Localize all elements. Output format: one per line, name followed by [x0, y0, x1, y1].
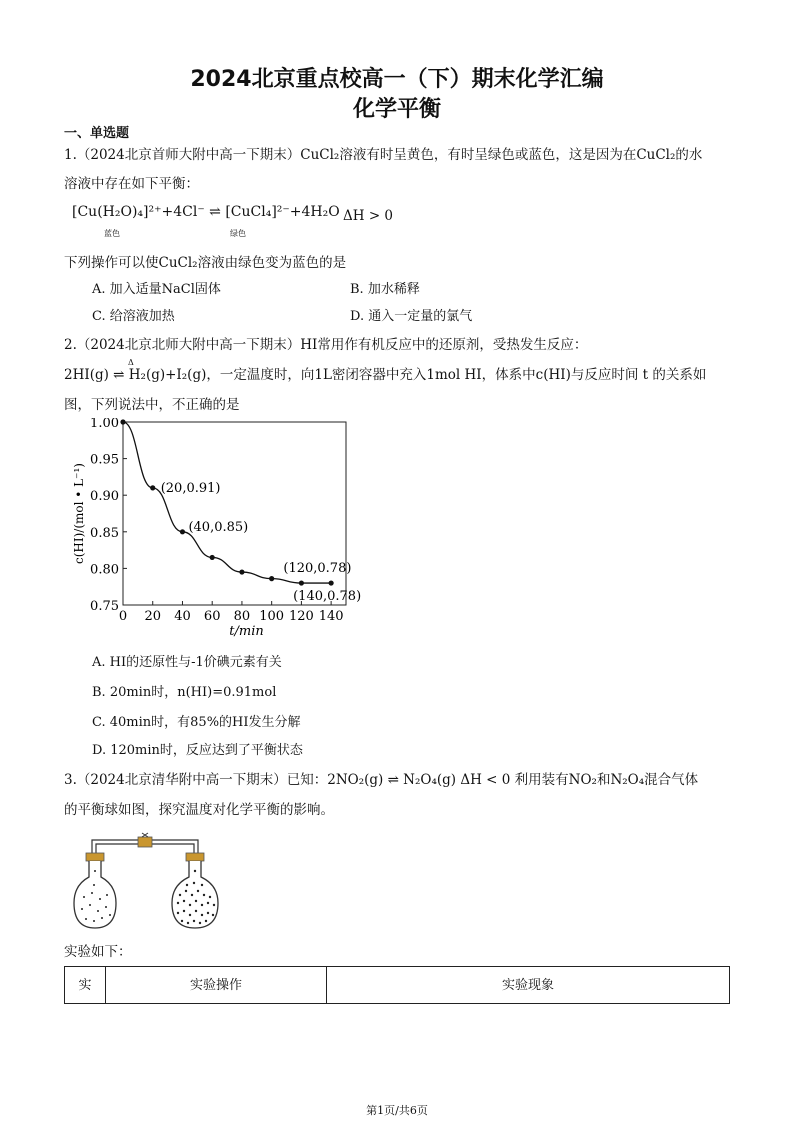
x-tick-label: 40 [174, 609, 191, 624]
y-axis-label: c(HI)/(mol • L⁻¹) [72, 463, 86, 564]
data-label: (40,0.85) [188, 519, 249, 535]
x-axis-label: t/min [229, 624, 264, 639]
data-point [150, 485, 155, 490]
y-tick-label: 0.95 [90, 452, 119, 468]
q1-option-d: D. 通入一定量的氯气 [350, 309, 473, 324]
data-label: (120,0.78) [283, 561, 352, 577]
x-tick-label: 140 [318, 609, 344, 624]
data-point [239, 569, 244, 574]
q1-option-c: C. 给溶液加热 [92, 309, 175, 324]
q2-option-d: D. 120min时，反应达到了平衡状态 [92, 743, 303, 758]
hi-concentration-chart [64, 418, 364, 640]
x-tick-label: 100 [259, 609, 285, 624]
table-header-cell: 实验操作 [106, 967, 327, 1004]
q2-heat-label: Δ [128, 358, 134, 367]
page-footer: 第1页/共6页 [366, 1104, 428, 1117]
y-tick-label: 0.80 [90, 562, 119, 578]
x-tick-label: 20 [144, 609, 162, 624]
x-tick-label: 120 [288, 609, 314, 624]
q1-stem-line2: 溶液中存在如下平衡： [64, 176, 199, 192]
q2-stem-line3: 图，下列说法中，不正确的是 [64, 397, 240, 413]
y-tick-label: 0.75 [90, 599, 119, 614]
q1-delta-h: ΔH > 0 [343, 208, 394, 224]
x-tick-label: 80 [233, 609, 251, 624]
plot-frame [123, 422, 346, 605]
q1-label-blue: 蓝色 [104, 229, 120, 238]
data-label: (20,0.91) [160, 480, 221, 496]
series-line [123, 422, 331, 583]
q1-option-a: A. 加入适量NaCl固体 [92, 282, 221, 297]
q1-equation: [Cu(H₂O)₄]²⁺+4Cl⁻ ⇌ [CuCl₄]²⁻+4H₂O [72, 204, 340, 220]
y-tick-label: 0.90 [90, 489, 119, 505]
q1-option-b: B. 加水稀释 [350, 282, 420, 297]
document-title: 2024北京重点校高一（下）期末化学汇编 [190, 67, 604, 92]
y-tick-label: 1.00 [90, 418, 119, 431]
q2-stem-line2: 2HI(g) ⇌ H₂(g)+I₂(g)，一定温度时，向1L密闭容器中充入1mol HI，体系中c(HI)与反应时间 t 的关系如 [64, 367, 707, 383]
data-label: (140,0.78) [293, 589, 362, 605]
data-point [329, 580, 334, 585]
q3-experiment-label: 实验如下： [64, 944, 132, 960]
q2-option-b: B. 20min时，n(HI)=0.91mol [92, 685, 277, 700]
q2-option-a: A. HI的还原性与-1价碘元素有关 [92, 655, 282, 670]
q1-question: 下列操作可以使CuCl₂溶液由绿色变为蓝色的是 [64, 255, 347, 271]
q2-option-c: C. 40min时，有85%的HI发生分解 [92, 715, 301, 730]
q1-label-green: 绿色 [230, 229, 246, 238]
data-point [180, 529, 185, 534]
experiment-table [64, 966, 730, 1004]
document-subtitle: 化学平衡 [352, 97, 441, 122]
q2-stem-line1: 2.（2024北京北师大附中高一下期末）HI常用作有机反应中的还原剂，受热发生反应： [64, 337, 588, 353]
clamp-icon [138, 837, 152, 847]
q1-stem-line1: 1.（2024北京首师大附中高一下期末）CuCl₂溶液有时呈黄色，有时呈绿色或蓝色，这是因为在CuCl₂的水 [64, 147, 703, 163]
x-tick-label: 60 [203, 609, 221, 624]
data-point [299, 580, 304, 585]
section-heading: 一、单选题 [64, 126, 130, 141]
y-tick-label: 0.85 [90, 525, 119, 541]
data-point [210, 555, 215, 560]
data-point [120, 419, 125, 424]
x-tick-label: 0 [118, 609, 128, 624]
q3-stem-line2: 的平衡球如图，探究温度对化学平衡的影响。 [64, 802, 334, 818]
table-header-cell: 实验现象 [327, 967, 730, 1004]
table-header-cell: 实 [65, 967, 106, 1004]
q3-stem-line1: 3.（2024北京清华附中高一下期末）已知：2NO₂(g) ⇌ N₂O₄(g) ΔH < 0 利用装有NO₂和N₂O₄混合气体 [64, 772, 699, 788]
equilibrium-flasks-illustration [72, 825, 222, 935]
data-point [269, 576, 274, 581]
table-header-row [65, 967, 730, 1004]
